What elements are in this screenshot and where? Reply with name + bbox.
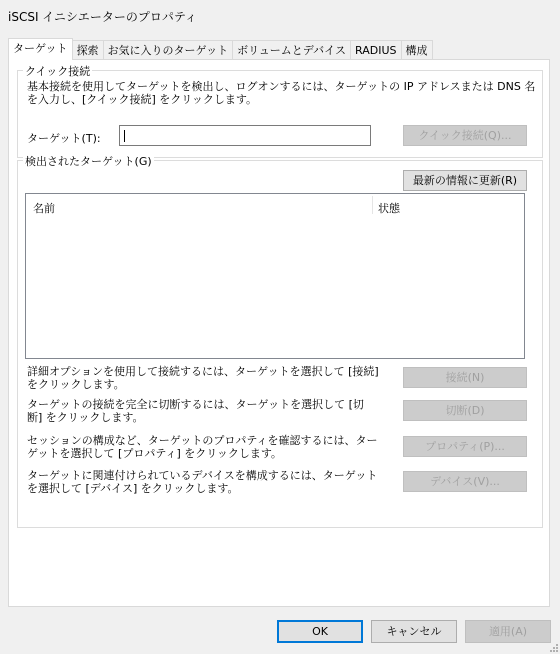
apply-button[interactable]: 適用(A) [465, 620, 551, 643]
resize-grip-icon[interactable] [548, 642, 558, 652]
tab-radius[interactable]: RADIUS [350, 40, 401, 59]
tab-discovery[interactable]: 探索 [72, 40, 104, 59]
refresh-button[interactable]: 最新の情報に更新(R) [403, 170, 527, 191]
properties-description: セッションの構成など、ターゲットのプロパティを確認するには、ターゲットを選択して [プロパティ] をクリックします。 [27, 434, 378, 460]
quick-connect-legend: クイック接続 [25, 65, 91, 78]
tab-volumes-devices[interactable]: ボリュームとデバイス [232, 40, 351, 59]
column-header-name[interactable]: 名前 [33, 202, 55, 215]
tab-configuration[interactable]: 構成 [401, 40, 433, 59]
quick-connect-button[interactable]: クイック接続(Q)... [403, 125, 527, 146]
devices-description: ターゲットに関連付けられているデバイスを構成するには、ターゲットを選択して [デバイス] をクリックします。 [27, 469, 378, 495]
tab-strip [8, 40, 432, 60]
tab-panel-target [8, 59, 550, 607]
quick-connect-description: 基本接続を使用してターゲットを検出し、ログオンするには、ターゲットの IP アドレスまたは DNS 名を入力し、[クイック接続] をクリックします。 [27, 80, 536, 106]
column-divider [372, 196, 373, 214]
connect-description: 詳細オプションを使用して接続するには、ターゲットを選択して [接続] をクリックします。 [27, 365, 379, 391]
text-caret [124, 130, 125, 142]
target-label: ターゲット(T): [27, 132, 101, 145]
devices-button[interactable]: デバイス(V)... [403, 471, 527, 492]
disconnect-description: ターゲットの接続を完全に切断するには、ターゲットを選択して [切断] をクリックします。 [27, 398, 364, 424]
properties-button[interactable]: プロパティ(P)... [403, 436, 527, 457]
list-header [26, 194, 524, 216]
discovered-targets-legend: 検出されたターゲット(G) [25, 155, 152, 168]
cancel-button[interactable]: キャンセル [371, 620, 457, 643]
column-header-status[interactable]: 状態 [378, 202, 400, 215]
discovered-targets-list[interactable] [25, 193, 525, 359]
ok-button[interactable]: OK [277, 620, 363, 643]
disconnect-button[interactable]: 切断(D) [403, 400, 527, 421]
connect-button[interactable]: 接続(N) [403, 367, 527, 388]
window-title: iSCSI イニシエーターのプロパティ [8, 10, 197, 24]
tab-favorite-targets[interactable]: お気に入りのターゲット [103, 40, 234, 59]
tab-target[interactable]: ターゲット [8, 38, 73, 60]
target-input[interactable] [119, 125, 371, 146]
